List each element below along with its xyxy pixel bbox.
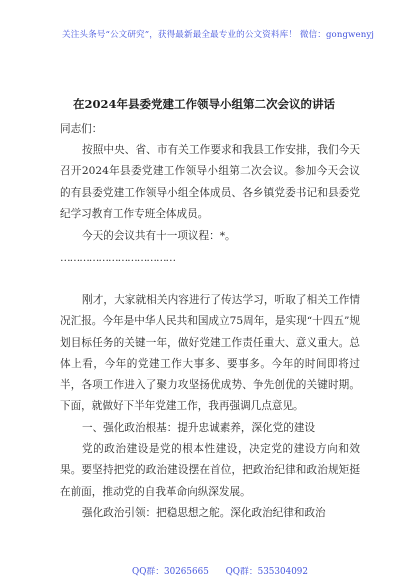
salutation: 同志们：	[60, 123, 103, 135]
footer-qq-group-1: QQ群：30265665	[132, 567, 209, 577]
paragraph-agenda: 今天的会议共有十一项议程：*。	[82, 230, 236, 242]
footer-qq-group-2: QQ群：535304092	[225, 567, 308, 577]
header-banner: 关注头条号“公文研究”，获得最新最全最专业的公文资料库！ 微信：gongwenyj	[62, 30, 375, 40]
section-heading-1: 一、强化政治根基：提升忠诚素养，深化党的建设	[82, 422, 316, 434]
ellipsis-line: ………………………………	[60, 252, 176, 264]
paragraph-summary: 刚才，大家就相关内容进行了传达学习，听取了相关工作情况汇报。今年是中华人民共和国成立75周年，是实现“十四五”规划目标任务的关键一年，做好党建工作责任重大、意义重大。总体上看，今年的党建工作大事多、要事多。今年的时间即将过半，各项工作进入了聚力攻坚扬优成势、争先创优的关键时期。下面，就做好下半年党建工作，我再强调几点意见。	[60, 294, 360, 413]
footer-contacts	[132, 564, 322, 577]
document-title: 在2024年县委党建工作领导小组第二次会议的讲话	[72, 97, 335, 111]
paragraph-opening: 按照中央、省、市有关工作要求和我县工作安排，我们今天召开2024年县委党建工作领导小组第二次会议。参加今天会议的有县委党建工作领导小组全体成员、各乡镇党委书记和县委党纪学习教育工作专班全体成员。	[60, 144, 360, 220]
paragraph-political-guidance: 强化政治引领：把稳思想之舵。深化政治纪律和政治	[82, 507, 326, 519]
paragraph-political-building: 党的政治建设是党的根本性建设，决定党的建设方向和效果。要坚持把党的政治建设摆在首位，把政治纪律和政治规矩挺在前面，推动党的自我革命向纵深发展。	[60, 443, 360, 498]
